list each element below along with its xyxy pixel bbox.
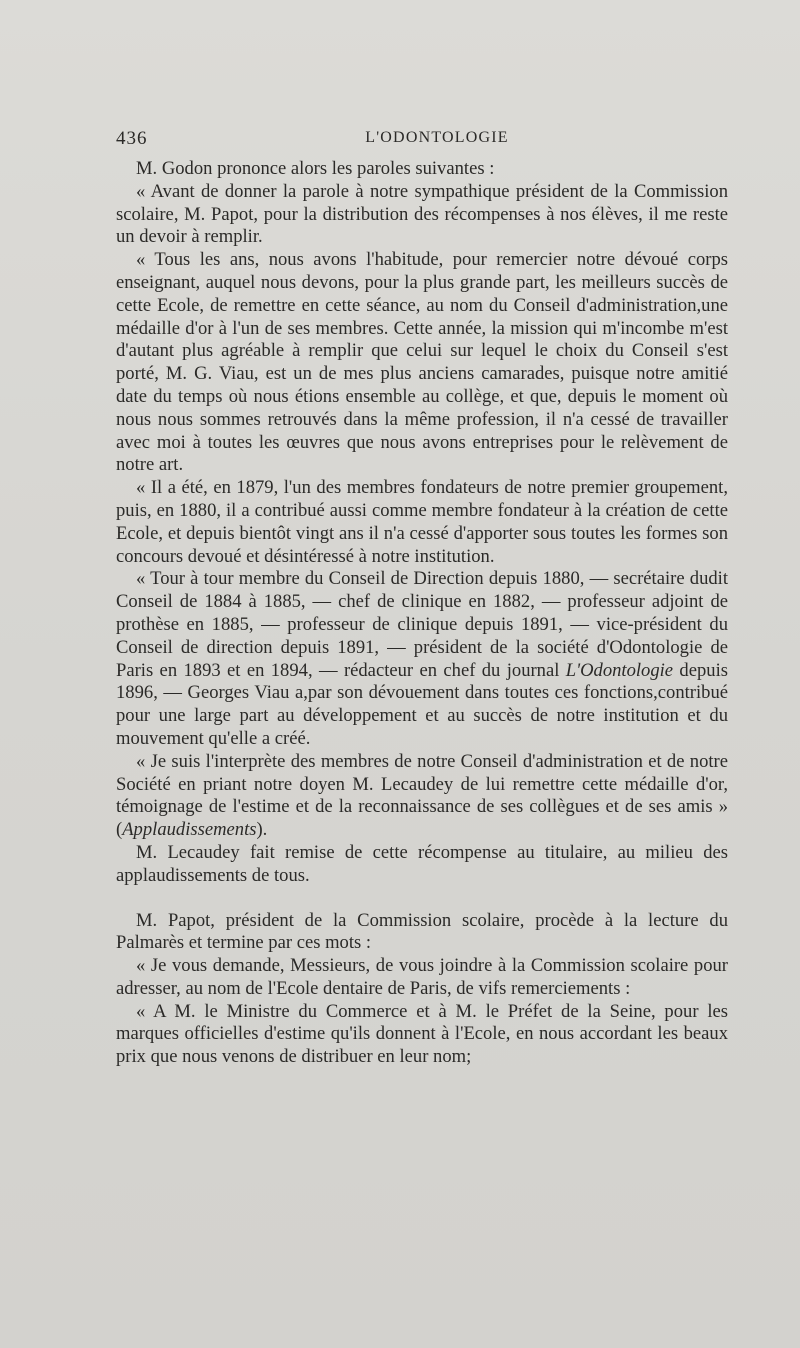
journal-title-italic: L'Odontologie: [565, 659, 674, 681]
paragraph-text: « Je suis l'interprète des membres de notre Conseil d'administration et de notre Société en priant notre doyen M. Lecaudey de lui remettre cette médaille d'or, témoignage de l'estime et de la reconnaissance de ses collègues et de ses amis » (: [116, 750, 728, 841]
paragraph-text: ).: [256, 819, 268, 841]
paragraph: M. Lecaudey fait remise de cette récompense au titulaire, au milieu des applaudissements de tous.: [116, 841, 728, 886]
paragraph-text: depuis 1896, — Georges Viau a,par son dévouement dans toutes ces fonctions,contribué pour une large part au développement et au succès de notre institution et du mouvement qu'elle a créé.: [116, 659, 728, 749]
paragraph-text: « Tour à tour membre du Conseil de Direction depuis 1880, — secrétaire dudit Conseil de 1884 à 1885, — chef de clinique en 1882, — professeur adjoint de prothèse en 1885, — professeur de clinique depuis 1891, — vice-président du Conseil de direction depuis 1891, — président de la société d'Odontologie de Paris en 1893 et en 1894, — rédacteur en chef du journal: [116, 568, 728, 681]
paragraph: [116, 751, 728, 842]
page-header: [116, 128, 728, 154]
paragraph: « A M. le Ministre du Commerce et à M. le Préfet de la Seine, pour les marques officielles d'estime qu'ils donnent à l'Ecole, en nous accordant les beaux prix que nous venons de distribuer en leur nom;: [116, 1000, 728, 1068]
paragraph: « Avant de donner la parole à notre sympathique président de la Commission scolaire, M. Papot, pour la distribution des récompenses à nos élèves, il me reste un devoir à remplir.: [116, 180, 728, 248]
page-number: 436: [116, 128, 148, 149]
body-text: [116, 158, 728, 1069]
paragraph: « Je vous demande, Messieurs, de vous joindre à la Commission scolaire pour adresser, au nom de l'Ecole dentaire de Paris, de vifs remerciements :: [116, 955, 728, 999]
paragraph: M. Papot, président de la Commission scolaire, procède à la lecture du Palmarès et termine par ces mots :: [116, 909, 728, 954]
paragraph: M. Godon prononce alors les paroles suivantes :: [136, 158, 495, 179]
applause-italic: Applaudissements: [122, 819, 257, 841]
paragraph: « Il a été, en 1879, l'un des membres fondateurs de notre premier groupement, puis, en 1880, il a contribué aussi comme membre fondateur à la création de cette Ecole, et depuis bientôt vingt ans il n'a cessé d'apporter sous toutes les formes son concours devoué et désintéressé à notre institution.: [116, 477, 728, 567]
paragraph: [116, 568, 728, 750]
paragraph: « Tous les ans, nous avons l'habitude, pour remercier notre dévoué corps enseignant, auquel nous devons, pour la plus grande part, les meilleurs succès de cette Ecole, de remettre en cette séance, au nom du Conseil d'administration,une médaille d'or à l'un de ses membres. Cette année, la mission qui m'incombe m'est d'autant plus agréable à remplir que celui sur lequel le choix du Conseil s'est porté, M. G. Viau, est un de mes plus anciens camarades, puisque notre amitié date du temps où nous étions ensemble au collège, et que, depuis le moment où nous nous sommes retrouvés dans la même profession, il n'a cessé de travailler avec moi à toutes les œuvres que nous avons entreprises pour le relèvement de notre art.: [116, 249, 728, 476]
running-title: L'ODONTOLOGIE: [365, 129, 509, 146]
